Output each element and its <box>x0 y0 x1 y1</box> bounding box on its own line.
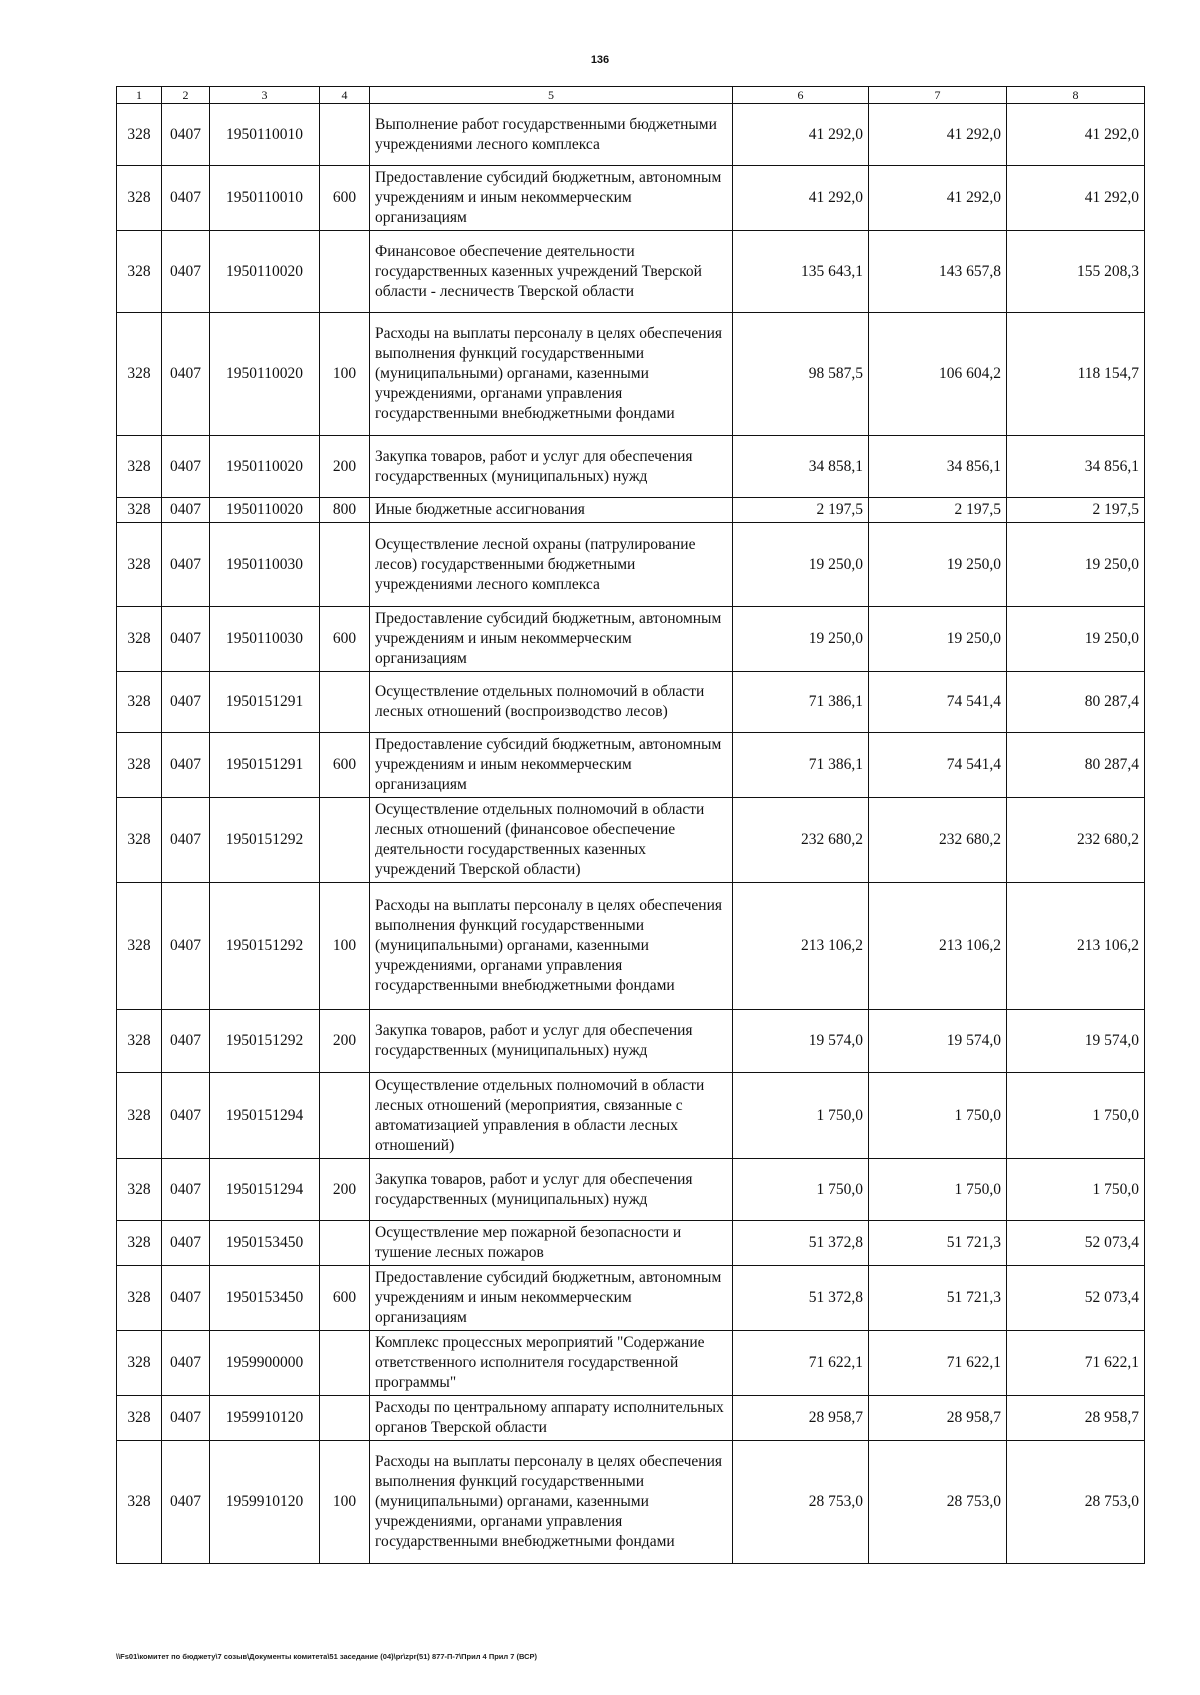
cell-description: Предоставление субсидий бюджетным, автономным учреждениям и иным некоммерческим организациям <box>370 733 733 798</box>
cell-section-code: 0407 <box>162 498 210 523</box>
table-row <box>117 607 1145 672</box>
cell-expense-type: 800 <box>320 498 370 523</box>
cell-ministry-code: 328 <box>117 883 162 1010</box>
cell-ministry-code: 328 <box>117 498 162 523</box>
cell-amount-col7: 74 541,4 <box>869 672 1007 733</box>
cell-ministry-code: 328 <box>117 607 162 672</box>
cell-amount-col8: 28 958,7 <box>1007 1396 1145 1441</box>
cell-expense-type: 200 <box>320 1010 370 1073</box>
cell-amount-col7: 19 574,0 <box>869 1010 1007 1073</box>
table-row <box>117 166 1145 231</box>
cell-ministry-code: 328 <box>117 1221 162 1266</box>
cell-section-code: 0407 <box>162 436 210 498</box>
cell-amount-col7: 41 292,0 <box>869 166 1007 231</box>
cell-section-code: 0407 <box>162 1010 210 1073</box>
cell-target-article: 1950151292 <box>210 883 320 1010</box>
cell-amount-col6: 51 372,8 <box>733 1266 869 1331</box>
cell-section-code: 0407 <box>162 733 210 798</box>
cell-section-code: 0407 <box>162 1221 210 1266</box>
cell-description: Осуществление отдельных полномочий в области лесных отношений (воспроизводство лесов) <box>370 672 733 733</box>
cell-amount-col7: 232 680,2 <box>869 798 1007 883</box>
cell-target-article: 1950110020 <box>210 498 320 523</box>
cell-expense-type: 200 <box>320 436 370 498</box>
cell-ministry-code: 328 <box>117 1396 162 1441</box>
cell-target-article: 1950151291 <box>210 672 320 733</box>
cell-amount-col6: 2 197,5 <box>733 498 869 523</box>
column-header-7: 7 <box>869 87 1007 104</box>
cell-expense-type <box>320 798 370 883</box>
cell-amount-col6: 28 958,7 <box>733 1396 869 1441</box>
cell-target-article: 1950151291 <box>210 733 320 798</box>
cell-amount-col6: 19 250,0 <box>733 607 869 672</box>
cell-amount-col7: 28 958,7 <box>869 1396 1007 1441</box>
cell-ministry-code: 328 <box>117 166 162 231</box>
column-header-4: 4 <box>320 87 370 104</box>
cell-ministry-code: 328 <box>117 436 162 498</box>
cell-expense-type <box>320 1073 370 1159</box>
cell-amount-col6: 34 858,1 <box>733 436 869 498</box>
budget-table <box>116 86 1145 1564</box>
cell-amount-col8: 71 622,1 <box>1007 1331 1145 1396</box>
table-row <box>117 672 1145 733</box>
cell-amount-col6: 41 292,0 <box>733 104 869 166</box>
cell-amount-col7: 1 750,0 <box>869 1073 1007 1159</box>
cell-expense-type <box>320 1221 370 1266</box>
cell-amount-col8: 232 680,2 <box>1007 798 1145 883</box>
cell-ministry-code: 328 <box>117 672 162 733</box>
table-row <box>117 1073 1145 1159</box>
table-row <box>117 498 1145 523</box>
cell-section-code: 0407 <box>162 1331 210 1396</box>
cell-description: Осуществление лесной охраны (патрулирование лесов) государственными бюджетными учреждениями лесного комплекса <box>370 523 733 607</box>
cell-target-article: 1959910120 <box>210 1441 320 1564</box>
cell-amount-col8: 1 750,0 <box>1007 1159 1145 1221</box>
cell-ministry-code: 328 <box>117 1159 162 1221</box>
cell-amount-col8: 80 287,4 <box>1007 733 1145 798</box>
cell-amount-col7: 28 753,0 <box>869 1441 1007 1564</box>
cell-section-code: 0407 <box>162 104 210 166</box>
cell-ministry-code: 328 <box>117 1331 162 1396</box>
cell-expense-type: 600 <box>320 1266 370 1331</box>
cell-target-article: 1950110010 <box>210 166 320 231</box>
cell-ministry-code: 328 <box>117 798 162 883</box>
cell-expense-type: 600 <box>320 733 370 798</box>
cell-expense-type <box>320 231 370 313</box>
cell-expense-type <box>320 523 370 607</box>
table-row <box>117 1396 1145 1441</box>
cell-description: Предоставление субсидий бюджетным, автономным учреждениям и иным некоммерческим организациям <box>370 166 733 231</box>
cell-section-code: 0407 <box>162 1396 210 1441</box>
cell-ministry-code: 328 <box>117 1441 162 1564</box>
cell-ministry-code: 328 <box>117 1010 162 1073</box>
column-header-8: 8 <box>1007 87 1145 104</box>
cell-target-article: 1950110030 <box>210 523 320 607</box>
table-row <box>117 1441 1145 1564</box>
cell-amount-col7: 41 292,0 <box>869 104 1007 166</box>
cell-expense-type: 100 <box>320 1441 370 1564</box>
cell-amount-col7: 19 250,0 <box>869 523 1007 607</box>
cell-amount-col6: 213 106,2 <box>733 883 869 1010</box>
table-row <box>117 798 1145 883</box>
table-row <box>117 1221 1145 1266</box>
table-row <box>117 1010 1145 1073</box>
cell-amount-col7: 51 721,3 <box>869 1266 1007 1331</box>
cell-target-article: 1950151292 <box>210 798 320 883</box>
cell-target-article: 1950110010 <box>210 104 320 166</box>
cell-target-article: 1950151294 <box>210 1073 320 1159</box>
cell-description: Комплекс процессных мероприятий "Содержание ответственного исполнителя государственной программы" <box>370 1331 733 1396</box>
table-row <box>117 1266 1145 1331</box>
cell-section-code: 0407 <box>162 166 210 231</box>
cell-description: Осуществление отдельных полномочий в области лесных отношений (мероприятия, связанные с автоматизацией управления в области лесных отношений) <box>370 1073 733 1159</box>
cell-amount-col8: 41 292,0 <box>1007 166 1145 231</box>
cell-target-article: 1950153450 <box>210 1221 320 1266</box>
cell-description: Расходы на выплаты персоналу в целях обеспечения выполнения функций государственными (муниципальными) органами, казенными учреждениями, органами управления государственными внебюджетными фондами <box>370 313 733 436</box>
cell-section-code: 0407 <box>162 798 210 883</box>
cell-amount-col8: 1 750,0 <box>1007 1073 1145 1159</box>
cell-amount-col7: 19 250,0 <box>869 607 1007 672</box>
cell-description: Осуществление отдельных полномочий в области лесных отношений (финансовое обеспечение деятельности государственных казенных учреждений Тверской области) <box>370 798 733 883</box>
cell-amount-col6: 135 643,1 <box>733 231 869 313</box>
cell-amount-col6: 1 750,0 <box>733 1073 869 1159</box>
cell-ministry-code: 328 <box>117 104 162 166</box>
table-row <box>117 436 1145 498</box>
column-header-5: 5 <box>370 87 733 104</box>
cell-amount-col8: 155 208,3 <box>1007 231 1145 313</box>
cell-amount-col8: 41 292,0 <box>1007 104 1145 166</box>
cell-amount-col8: 19 250,0 <box>1007 523 1145 607</box>
cell-amount-col8: 52 073,4 <box>1007 1266 1145 1331</box>
cell-section-code: 0407 <box>162 1073 210 1159</box>
cell-expense-type <box>320 672 370 733</box>
footer-file-path: \\Fs01\комитет по бюджету\7 созыв\Документы комитета\51 заседание (04)\pr\zpr(51) 877-П-7\Прил 4 Прил 7 (ВСР) <box>116 1652 538 1661</box>
cell-amount-col8: 52 073,4 <box>1007 1221 1145 1266</box>
cell-amount-col6: 71 386,1 <box>733 733 869 798</box>
page-number: 136 <box>590 54 610 66</box>
table-row <box>117 1331 1145 1396</box>
cell-expense-type: 100 <box>320 313 370 436</box>
cell-amount-col6: 232 680,2 <box>733 798 869 883</box>
cell-amount-col6: 28 753,0 <box>733 1441 869 1564</box>
cell-amount-col7: 106 604,2 <box>869 313 1007 436</box>
cell-amount-col6: 71 622,1 <box>733 1331 869 1396</box>
table-row <box>117 1159 1145 1221</box>
cell-amount-col7: 34 856,1 <box>869 436 1007 498</box>
cell-target-article: 1950110030 <box>210 607 320 672</box>
cell-description: Финансовое обеспечение деятельности государственных казенных учреждений Тверской области - лесничеств Тверской области <box>370 231 733 313</box>
cell-expense-type: 100 <box>320 883 370 1010</box>
cell-section-code: 0407 <box>162 1266 210 1331</box>
cell-section-code: 0407 <box>162 313 210 436</box>
cell-amount-col6: 19 574,0 <box>733 1010 869 1073</box>
cell-section-code: 0407 <box>162 1441 210 1564</box>
column-header-1: 1 <box>117 87 162 104</box>
cell-amount-col7: 213 106,2 <box>869 883 1007 1010</box>
cell-target-article: 1950110020 <box>210 313 320 436</box>
cell-amount-col6: 98 587,5 <box>733 313 869 436</box>
table-row <box>117 883 1145 1010</box>
cell-section-code: 0407 <box>162 523 210 607</box>
cell-section-code: 0407 <box>162 672 210 733</box>
cell-amount-col7: 51 721,3 <box>869 1221 1007 1266</box>
cell-description: Закупка товаров, работ и услуг для обеспечения государственных (муниципальных) нужд <box>370 436 733 498</box>
cell-amount-col8: 80 287,4 <box>1007 672 1145 733</box>
cell-amount-col6: 41 292,0 <box>733 166 869 231</box>
cell-amount-col8: 19 250,0 <box>1007 607 1145 672</box>
cell-target-article: 1950151294 <box>210 1159 320 1221</box>
cell-description: Расходы по центральному аппарату исполнительных органов Тверской области <box>370 1396 733 1441</box>
cell-amount-col6: 71 386,1 <box>733 672 869 733</box>
table-row <box>117 231 1145 313</box>
cell-expense-type: 600 <box>320 166 370 231</box>
cell-target-article: 1950153450 <box>210 1266 320 1331</box>
cell-section-code: 0407 <box>162 607 210 672</box>
cell-expense-type <box>320 104 370 166</box>
cell-amount-col7: 2 197,5 <box>869 498 1007 523</box>
cell-expense-type <box>320 1396 370 1441</box>
table-body <box>117 104 1145 1564</box>
cell-description: Предоставление субсидий бюджетным, автономным учреждениям и иным некоммерческим организациям <box>370 607 733 672</box>
cell-section-code: 0407 <box>162 1159 210 1221</box>
cell-amount-col8: 19 574,0 <box>1007 1010 1145 1073</box>
table-row <box>117 104 1145 166</box>
cell-description: Выполнение работ государственными бюджетными учреждениями лесного комплекса <box>370 104 733 166</box>
table-row <box>117 523 1145 607</box>
cell-ministry-code: 328 <box>117 1266 162 1331</box>
cell-amount-col8: 213 106,2 <box>1007 883 1145 1010</box>
cell-section-code: 0407 <box>162 231 210 313</box>
cell-amount-col8: 28 753,0 <box>1007 1441 1145 1564</box>
cell-amount-col7: 1 750,0 <box>869 1159 1007 1221</box>
table-row <box>117 313 1145 436</box>
cell-description: Расходы на выплаты персоналу в целях обеспечения выполнения функций государственными (муниципальными) органами, казенными учреждениями, органами управления государственными внебюджетными фондами <box>370 1441 733 1564</box>
cell-ministry-code: 328 <box>117 523 162 607</box>
cell-amount-col8: 2 197,5 <box>1007 498 1145 523</box>
cell-description: Предоставление субсидий бюджетным, автономным учреждениям и иным некоммерческим организациям <box>370 1266 733 1331</box>
cell-amount-col8: 118 154,7 <box>1007 313 1145 436</box>
cell-expense-type <box>320 1331 370 1396</box>
cell-target-article: 1959910120 <box>210 1396 320 1441</box>
cell-amount-col6: 19 250,0 <box>733 523 869 607</box>
cell-amount-col6: 1 750,0 <box>733 1159 869 1221</box>
column-header-6: 6 <box>733 87 869 104</box>
column-header-3: 3 <box>210 87 320 104</box>
cell-ministry-code: 328 <box>117 313 162 436</box>
column-header-2: 2 <box>162 87 210 104</box>
cell-section-code: 0407 <box>162 883 210 1010</box>
cell-ministry-code: 328 <box>117 231 162 313</box>
cell-amount-col8: 34 856,1 <box>1007 436 1145 498</box>
cell-amount-col7: 74 541,4 <box>869 733 1007 798</box>
cell-amount-col6: 51 372,8 <box>733 1221 869 1266</box>
cell-amount-col7: 71 622,1 <box>869 1331 1007 1396</box>
cell-description: Иные бюджетные ассигнования <box>370 498 733 523</box>
cell-description: Закупка товаров, работ и услуг для обеспечения государственных (муниципальных) нужд <box>370 1010 733 1073</box>
cell-expense-type: 600 <box>320 607 370 672</box>
cell-ministry-code: 328 <box>117 733 162 798</box>
cell-description: Закупка товаров, работ и услуг для обеспечения государственных (муниципальных) нужд <box>370 1159 733 1221</box>
cell-amount-col7: 143 657,8 <box>869 231 1007 313</box>
cell-target-article: 1950110020 <box>210 231 320 313</box>
cell-expense-type: 200 <box>320 1159 370 1221</box>
cell-ministry-code: 328 <box>117 1073 162 1159</box>
cell-description: Расходы на выплаты персоналу в целях обеспечения выполнения функций государственными (муниципальными) органами, казенными учреждениями, органами управления государственными внебюджетными фондами <box>370 883 733 1010</box>
table-row <box>117 733 1145 798</box>
column-number-row <box>117 87 1145 104</box>
cell-target-article: 1950110020 <box>210 436 320 498</box>
cell-description: Осуществление мер пожарной безопасности и тушение лесных пожаров <box>370 1221 733 1266</box>
cell-target-article: 1959900000 <box>210 1331 320 1396</box>
cell-target-article: 1950151292 <box>210 1010 320 1073</box>
